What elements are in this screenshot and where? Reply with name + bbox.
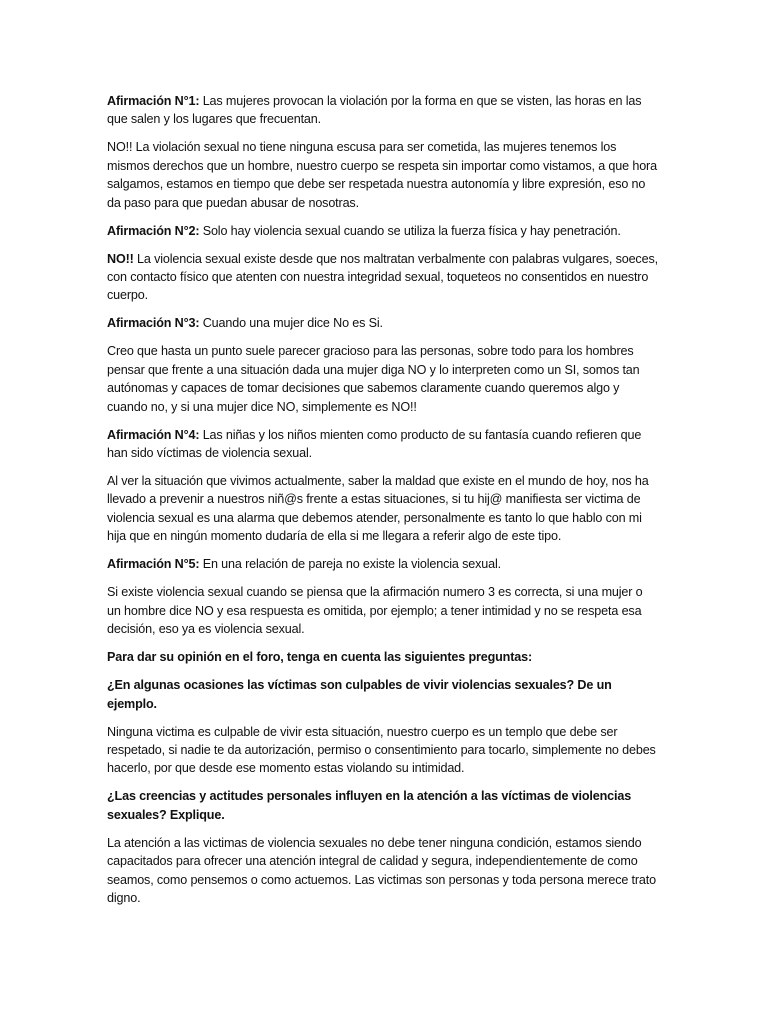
response-3: Creo que hasta un punto suele parecer gracioso para las personas, sobre todo para los hombres pensar que frente a una situación dada una mujer diga NO y lo interpreten como un SI, somos tan autónomas y capaces de tomar decisiones que sabemos claramente cuando queremos algo y cuando no, y si una mujer dice NO, simplemente es NO!! bbox=[107, 344, 640, 414]
affirmation-4-label: Afirmación N°4: bbox=[107, 427, 200, 442]
affirmation-1-text: Las mujeres provocan la violación por la forma en que se visten, las horas en las que salen y los lugares que frecuentan. bbox=[107, 94, 642, 127]
affirmation-2-label: Afirmación N°2: bbox=[107, 223, 200, 238]
affirmation-1 bbox=[107, 92, 659, 129]
affirmation-3-text: Cuando una mujer dice No es Si. bbox=[199, 316, 383, 331]
affirmation-4-text: Las niñas y los niños mienten como producto de su fantasía cuando refieren que han sido víctimas de violencia sexual. bbox=[107, 427, 642, 461]
affirmation-1-label: Afirmación N°1: bbox=[107, 94, 200, 108]
answer-2: La atención a las victimas de violencia sexuales no debe tener ninguna condición, estamos siendo capacitados para ofrecer una atención integral de calidad y segura, independientemente de como seamos, como pensemos o como actuemos. Las victimas son personas y toda persona merece trato digno. bbox=[107, 835, 656, 905]
response-2 bbox=[107, 250, 659, 305]
affirmation-5-text: En una relación de pareja no existe la violencia sexual. bbox=[199, 557, 501, 572]
affirmation-5 bbox=[107, 555, 659, 573]
affirmation-4 bbox=[107, 426, 659, 463]
affirmation-3 bbox=[107, 314, 659, 332]
question-1: ¿En algunas ocasiones las víctimas son culpables de vivir violencias sexuales? De un ejemplo. bbox=[107, 678, 612, 711]
affirmation-3-label: Afirmación N°3: bbox=[107, 316, 200, 331]
response-2-text: La violencia sexual existe desde que nos maltratan verbalmente con palabras vulgares, soeces, con contacto físico que atenten con nuestra integridad sexual, toqueteos no consentidos en nuestro cuerpo. bbox=[107, 251, 658, 303]
forum-heading: Para dar su opinión en el foro, tenga en cuenta las siguientes preguntas: bbox=[107, 650, 533, 665]
document-page bbox=[107, 92, 659, 917]
response-1: NO!! La violación sexual no tiene ninguna escusa para ser cometida, las mujeres tenemos los mismos derechos que un hombre, nuestro cuerpo se respeta sin importar como vistamos, a que hora salgamos, estamos en tiempo que debe ser respetada nuestra autonomía y libre expresión, eso no da paso para que puedan abusar de nosotras. bbox=[107, 140, 657, 210]
question-2: ¿Las creencias y actitudes personales influyen en la atención a las víctimas de violencias sexuales? Explique. bbox=[107, 789, 632, 822]
affirmation-5-label: Afirmación N°5: bbox=[107, 557, 200, 572]
affirmation-2-text: Solo hay violencia sexual cuando se utiliza la fuerza física y hay penetración. bbox=[199, 223, 621, 238]
affirmation-2 bbox=[107, 222, 659, 240]
response-4: Al ver la situación que vivimos actualmente, saber la maldad que existe en el mundo de hoy, nos ha llevado a prevenir a nuestros niñ@s frente a estas situaciones, si tu hij@ manifiesta ser victima de violencia sexual es una alarma que debemos atender, personalmente es tanto lo que hablo con mi hija que en ningún momento dudaría de ella si me llegara a referir algo de este tipo. bbox=[107, 474, 649, 544]
response-2-label: NO!! bbox=[107, 251, 134, 266]
answer-1: Ninguna victima es culpable de vivir esta situación, nuestro cuerpo es un templo que debe ser respetado, si nadie te da autorización, permiso o consentimiento para tocarlo, simplemente no debes hacerlo, por que desde ese momento estas violando su intimidad. bbox=[107, 724, 656, 776]
response-5: Si existe violencia sexual cuando se piensa que la afirmación numero 3 es correcta, si una mujer o un hombre dice NO y esa respuesta es omitida, por ejemplo; a tener intimidad y no se respeta esa decisión, eso ya es violencia sexual. bbox=[107, 585, 643, 637]
